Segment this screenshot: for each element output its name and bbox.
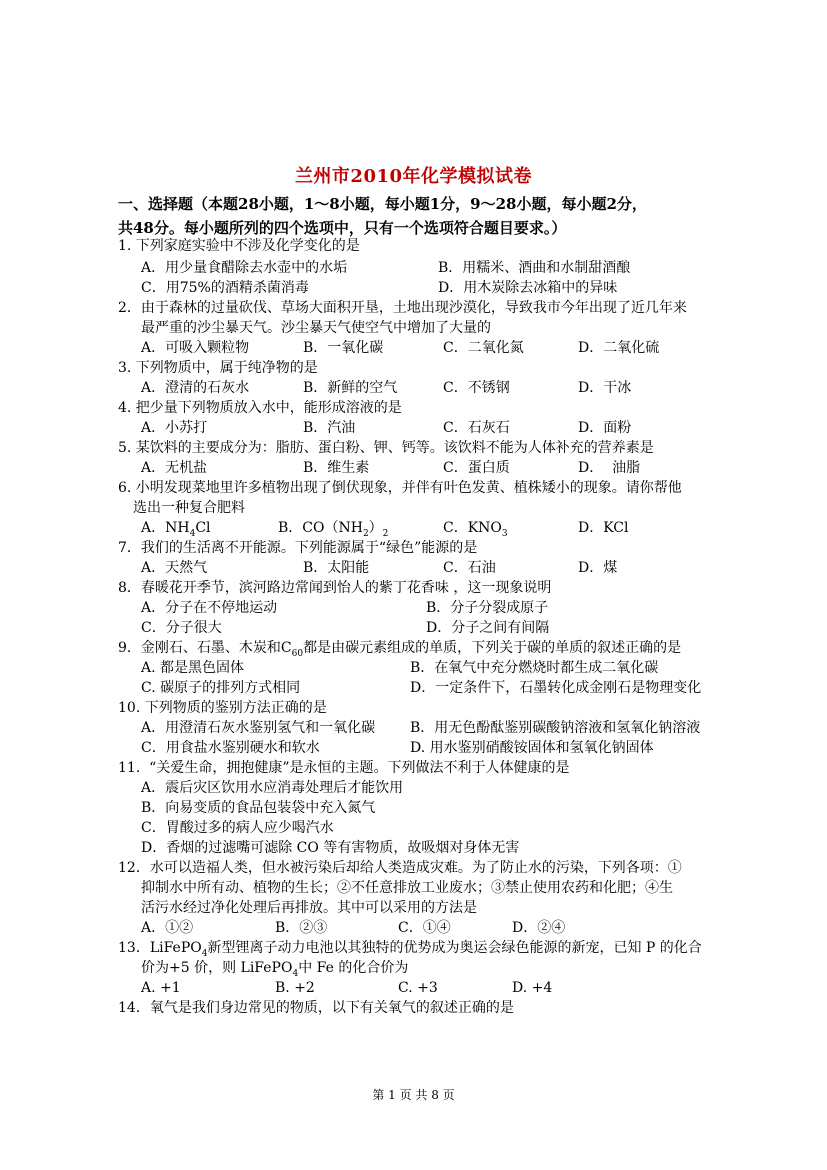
question-6-option-b: B．$CO(NH_2)_2$ [278,520,389,539]
question-10-option-d: D. 用水鉴别硝酸铵固体和氢氧化钠固体 [410,740,654,756]
question-9-option-c: C. 碳原子的排列方式相同 [141,680,301,696]
question-11-option-a: A．震后灾区饮用水应消毒处理后才能饮用 [141,780,404,796]
question-1-option-d: D．用木炭除去冰箱中的异味 [438,280,618,296]
question-13-option-a: A. +1 [141,980,181,996]
question-12-option-d: D．②④ [512,920,566,936]
question-3-option-d: D．干冰 [578,380,632,396]
question-2-option-a: A．可吸入颗粒物 [141,340,250,356]
question-9-option-a: A. 都是黑色固体 [141,660,245,676]
question-13-stem: 13．LiFePO$_4$新型锂离子动力电池以其独特的优势成为奥运会绿色能源的新宠，已知 P 的化合 [118,940,702,959]
question-10-stem: 10. 下列物质的鉴别方法正确的是 [118,700,327,716]
question-14-stem: 14．氧气是我们身边常见的物质，以下有关氧气的叙述正确的是 [118,1000,514,1016]
section-heading-line1: 一、选择题（本题28小题，1～8小题，每小题1分，9～28小题，每小题2分， [118,195,647,213]
question-11-option-c: C．胃酸过多的病人应少喝汽水 [141,820,334,836]
question-4-stem: 4. 把少量下列物质放入水中，能形成溶液的是 [118,400,402,416]
question-12-option-b: B．②③ [275,920,328,936]
question-2-option-c: C．二氧化氮 [443,340,524,356]
question-3-option-a: A．澄清的石灰水 [141,380,250,396]
question-1-option-b: B．用糯米、酒曲和水制甜酒酿 [438,260,631,276]
question-10-option-c: C．用食盐水鉴别硬水和软水 [141,740,320,756]
question-5-option-b: B．维生素 [303,460,370,476]
question-9-option-d: D．一定条件下，石墨转化成金刚石是物理变化 [410,680,702,696]
page-title: 兰州市2010年化学模拟试卷 [294,166,533,187]
question-8-option-a: A．分子在不停地运动 [141,600,278,616]
question-5-option-a: A．无机盐 [141,460,208,476]
question-9-stem: 9．金刚石、石墨、木炭和$C_{60}$都是由碳元素组成的单质，下列关于碳的单质的叙述正确的是 [118,640,682,659]
question-11-option-d: D．香烟的过滤嘴可滤除 CO 等有害物质，故吸烟对身体无害 [141,840,520,856]
question-2-option-d: D．二氧化硫 [578,340,660,356]
question-12-option-a: A．①② [141,920,194,936]
question-2-option-b: B．一氧化碳 [303,340,384,356]
question-6-stem-cont: 选出一种复合肥料 [133,500,245,516]
page-footer: 第 1 页 共 8 页 [372,1088,455,1102]
question-9-option-b: B．在氧气中充分燃烧时都生成二氧化碳 [410,660,659,676]
question-7-option-b: B．太阳能 [303,560,370,576]
question-4-option-d: D．面粉 [578,420,632,436]
question-1-stem: 1. 下列家庭实验中不涉及化学变化的是 [118,238,360,254]
question-8-option-d: D．分子之间有间隔 [426,620,550,636]
question-6-option-c: C．$KNO_3$ [443,520,508,539]
question-5-option-d: D． 油脂 [578,460,641,476]
question-4-option-a: A．小苏打 [141,420,208,436]
question-12-stem-cont2: 活污水经过净化处理后再排放。其中可以采用的方法是 [141,900,477,916]
question-4-option-b: B．汽油 [303,420,356,436]
question-7-option-c: C．石油 [443,560,496,576]
question-3-option-b: B．新鲜的空气 [303,380,398,396]
question-2-stem: 2．由于森林的过量砍伐、草场大面积开垦，土地出现沙漠化，导致我市今年出现了近几年来 [118,300,687,316]
question-13-option-c: C. +3 [398,980,438,996]
question-10-option-b: B．用无色酚酞鉴别碳酸钠溶液和氢氧化钠溶液 [410,720,701,736]
question-11-stem: 11. “关爱生命，拥抱健康”是永恒的主题。下列做法不利于人体健康的是 [118,760,570,776]
section-heading-line2: 共48分。每小题所列的四个选项中，只有一个选项符合题目要求。） [118,219,567,237]
question-4-option-c: C．石灰石 [443,420,510,436]
question-12-stem-cont1: 抑制水中所有动、植物的生长；②不任意排放工业废水；③禁止使用农药和化肥；④生 [141,880,673,896]
question-10-option-a: A．用澄清石灰水鉴别氢气和一氧化碳 [141,720,376,736]
question-2-stem-cont: 最严重的沙尘暴天气。沙尘暴天气使空气中增加了大量的 [141,320,491,336]
question-13-stem-cont: 价为+5 价，则 LiFePO$_4$中 Fe 的化合价为 [141,960,409,979]
question-13-option-d: D. +4 [512,980,553,996]
question-7-option-a: A．天然气 [141,560,208,576]
question-13-option-b: B. +2 [275,980,315,996]
question-8-option-c: C．分子很大 [141,620,222,636]
question-12-stem: 12．水可以造福人类，但水被污染后却给人类造成灾难。为了防止水的污染，下列各项：① [118,860,682,876]
question-3-stem: 3. 下列物质中，属于纯净物的是 [118,360,318,376]
question-5-option-c: C．蛋白质 [443,460,510,476]
question-1-option-a: A．用少量食醋除去水壶中的水垢 [141,260,348,276]
question-8-option-b: B．分子分裂成原子 [426,600,549,616]
question-3-option-c: C．不锈钢 [443,380,510,396]
question-8-stem: 8．春暖花开季节，滨河路边常闻到怡人的紫丁花香味 ，这一现象说明 [118,580,552,596]
question-12-option-c: C．①④ [398,920,451,936]
question-11-option-b: B．向易变质的食品包装袋中充入氮气 [141,800,376,816]
question-6-stem: 6. 小明发现菜地里许多植物出现了倒伏现象，并伴有叶色发黄、植株矮小的现象。请你帮他 [118,480,682,496]
question-7-option-d: D．煤 [578,560,618,576]
question-6-option-d: D．KCl [578,520,629,536]
question-7-stem: 7．我们的生活离不开能源。下列能源属于“绿色”能源的是 [118,540,478,556]
question-1-option-c: C．用75%的酒精杀菌消毒 [141,280,309,296]
question-5-stem: 5. 某饮料的主要成分为：脂肪、蛋白粉、钾、钙等。该饮料不能为人体补充的营养素是 [118,440,654,456]
question-6-option-a: A．$NH_4Cl$ [141,520,211,539]
